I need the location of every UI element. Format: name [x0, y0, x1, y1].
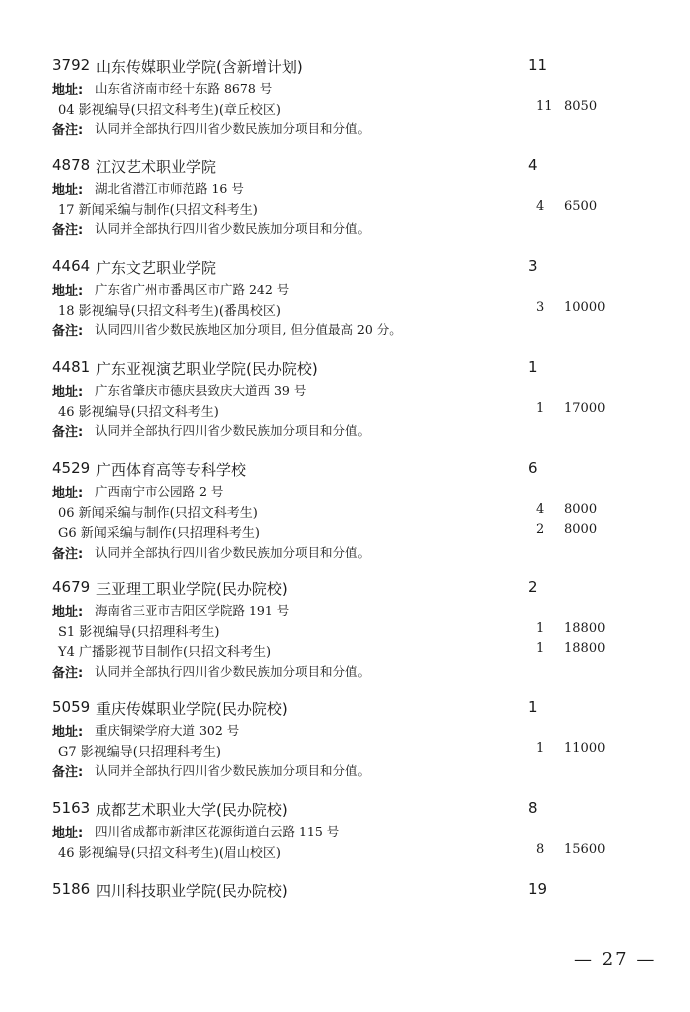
school-name: 四川科技职业学院(民办院校) — [96, 882, 288, 900]
note-text: 认同并全部执行四川省少数民族加分项目和分值。 — [95, 763, 371, 779]
school-code: 5186 — [52, 880, 91, 898]
school-code: 5163 — [52, 799, 91, 817]
school-total-quota: 11 — [528, 56, 548, 74]
major-quota: 11 — [536, 99, 553, 115]
major-row — [0, 299, 690, 319]
note-label: 备注: — [52, 665, 84, 681]
address-label: 地址: — [52, 486, 84, 501]
major-tuition: 8050 — [564, 99, 598, 115]
school-header — [0, 578, 690, 598]
major-row — [0, 640, 690, 660]
major-quota: 4 — [536, 199, 545, 215]
major-quota: 2 — [536, 522, 545, 538]
major-name: S1 影视编导(只招理科考生) — [58, 625, 220, 641]
note-text: 认同四川省少数民族地区加分项目, 但分值最高 20 分。 — [95, 322, 402, 338]
major-quota: 3 — [536, 300, 545, 316]
school-name: 广东文艺职业学院 — [96, 259, 217, 277]
school-header — [0, 257, 690, 277]
school-total-quota: 2 — [528, 578, 538, 596]
school-header — [0, 698, 690, 718]
major-quota: 1 — [536, 741, 545, 757]
school-code: 4878 — [52, 156, 91, 174]
address-label: 地址: — [52, 385, 84, 400]
major-tuition: 6500 — [564, 199, 598, 215]
address-text: 广西南宁市公园路 2 号 — [95, 484, 224, 499]
major-row — [0, 521, 690, 541]
note-row — [0, 420, 690, 440]
major-row — [0, 841, 690, 861]
major-quota: 1 — [536, 621, 545, 637]
school-code: 4679 — [52, 578, 91, 596]
school-total-quota: 19 — [528, 880, 548, 898]
major-row — [0, 98, 690, 118]
note-row — [0, 319, 690, 339]
address-label: 地址: — [52, 826, 84, 841]
school-header — [0, 358, 690, 378]
major-tuition: 18800 — [564, 621, 606, 637]
page-number: — 27 — — [574, 949, 657, 970]
major-tuition: 15600 — [564, 842, 606, 858]
address-row — [0, 821, 690, 841]
major-name: 04 影视编导(只招文科考生)(章丘校区) — [58, 103, 281, 119]
school-code: 4481 — [52, 358, 91, 376]
note-row — [0, 661, 690, 681]
major-row — [0, 620, 690, 640]
address-text: 山东省济南市经十东路 8678 号 — [95, 81, 273, 96]
major-tuition: 10000 — [564, 300, 606, 316]
note-text: 认同并全部执行四川省少数民族加分项目和分值。 — [95, 121, 371, 137]
address-label: 地址: — [52, 725, 84, 740]
address-text: 四川省成都市新津区花源街道白云路 115 号 — [95, 824, 340, 839]
address-label: 地址: — [52, 284, 84, 299]
note-row — [0, 218, 690, 238]
address-row — [0, 380, 690, 400]
school-header — [0, 880, 690, 900]
school-header — [0, 459, 690, 479]
school-header — [0, 799, 690, 819]
note-text: 认同并全部执行四川省少数民族加分项目和分值。 — [95, 423, 371, 439]
note-text: 认同并全部执行四川省少数民族加分项目和分值。 — [95, 544, 371, 560]
major-name: 06 新闻采编与制作(只招文科考生) — [58, 506, 258, 522]
address-text: 海南省三亚市吉阳区学院路 191 号 — [95, 603, 290, 618]
major-tuition: 8000 — [564, 522, 598, 538]
school-name: 重庆传媒职业学院(民办院校) — [96, 700, 288, 718]
note-label: 备注: — [52, 546, 84, 562]
note-label: 备注: — [52, 223, 84, 239]
note-text: 认同并全部执行四川省少数民族加分项目和分值。 — [95, 221, 371, 237]
major-tuition: 17000 — [564, 401, 606, 417]
address-text: 广东省肇庆市德庆县致庆大道西 39 号 — [95, 383, 307, 398]
address-row — [0, 178, 690, 198]
major-name: 18 影视编导(只招文科考生)(番禺校区) — [58, 304, 281, 320]
note-label: 备注: — [52, 425, 84, 441]
school-name: 山东传媒职业学院(含新增计划) — [96, 58, 303, 76]
school-name: 江汉艺术职业学院 — [96, 158, 217, 176]
school-total-quota: 3 — [528, 257, 538, 275]
address-row — [0, 720, 690, 740]
school-header — [0, 156, 690, 176]
address-text: 湖北省潜江市师范路 16 号 — [95, 181, 244, 196]
school-code: 3792 — [52, 56, 91, 74]
major-name: 46 影视编导(只招文科考生)(眉山校区) — [58, 846, 281, 862]
school-total-quota: 4 — [528, 156, 538, 174]
address-row — [0, 78, 690, 98]
major-name: G7 影视编导(只招理科考生) — [58, 745, 221, 761]
school-name: 成都艺术职业大学(民办院校) — [96, 801, 288, 819]
address-label: 地址: — [52, 183, 84, 198]
school-total-quota: 8 — [528, 799, 538, 817]
major-tuition: 18800 — [564, 641, 606, 657]
school-code: 5059 — [52, 698, 91, 716]
school-name: 广西体育高等专科学校 — [96, 461, 247, 479]
major-row — [0, 740, 690, 760]
address-text: 重庆铜梁学府大道 302 号 — [95, 723, 240, 738]
major-row — [0, 501, 690, 521]
address-label: 地址: — [52, 83, 84, 98]
address-row — [0, 481, 690, 501]
major-quota: 8 — [536, 842, 545, 858]
note-label: 备注: — [52, 324, 84, 340]
school-total-quota: 6 — [528, 459, 538, 477]
major-name: 17 新闻采编与制作(只招文科考生) — [58, 203, 258, 219]
school-name: 广东亚视演艺职业学院(民办院校) — [96, 360, 318, 378]
note-row — [0, 542, 690, 562]
address-label: 地址: — [52, 605, 84, 620]
note-text: 认同并全部执行四川省少数民族加分项目和分值。 — [95, 663, 371, 679]
school-code: 4529 — [52, 459, 91, 477]
major-name: 46 影视编导(只招文科考生) — [58, 405, 219, 421]
address-row — [0, 279, 690, 299]
major-name: Y4 广播影视节目制作(只招文科考生) — [58, 645, 272, 661]
note-row — [0, 118, 690, 138]
major-quota: 4 — [536, 502, 545, 518]
note-row — [0, 760, 690, 780]
address-text: 广东省广州市番禺区市广路 242 号 — [95, 282, 290, 297]
note-label: 备注: — [52, 765, 84, 781]
note-label: 备注: — [52, 123, 84, 139]
school-name: 三亚理工职业学院(民办院校) — [96, 580, 288, 598]
major-quota: 1 — [536, 641, 545, 657]
major-tuition: 11000 — [564, 741, 606, 757]
major-name: G6 新闻采编与制作(只招理科考生) — [58, 526, 260, 542]
school-code: 4464 — [52, 257, 91, 275]
major-quota: 1 — [536, 401, 545, 417]
school-total-quota: 1 — [528, 358, 538, 376]
school-total-quota: 1 — [528, 698, 538, 716]
major-row — [0, 400, 690, 420]
major-row — [0, 198, 690, 218]
address-row — [0, 600, 690, 620]
major-tuition: 8000 — [564, 502, 598, 518]
school-header — [0, 56, 690, 76]
